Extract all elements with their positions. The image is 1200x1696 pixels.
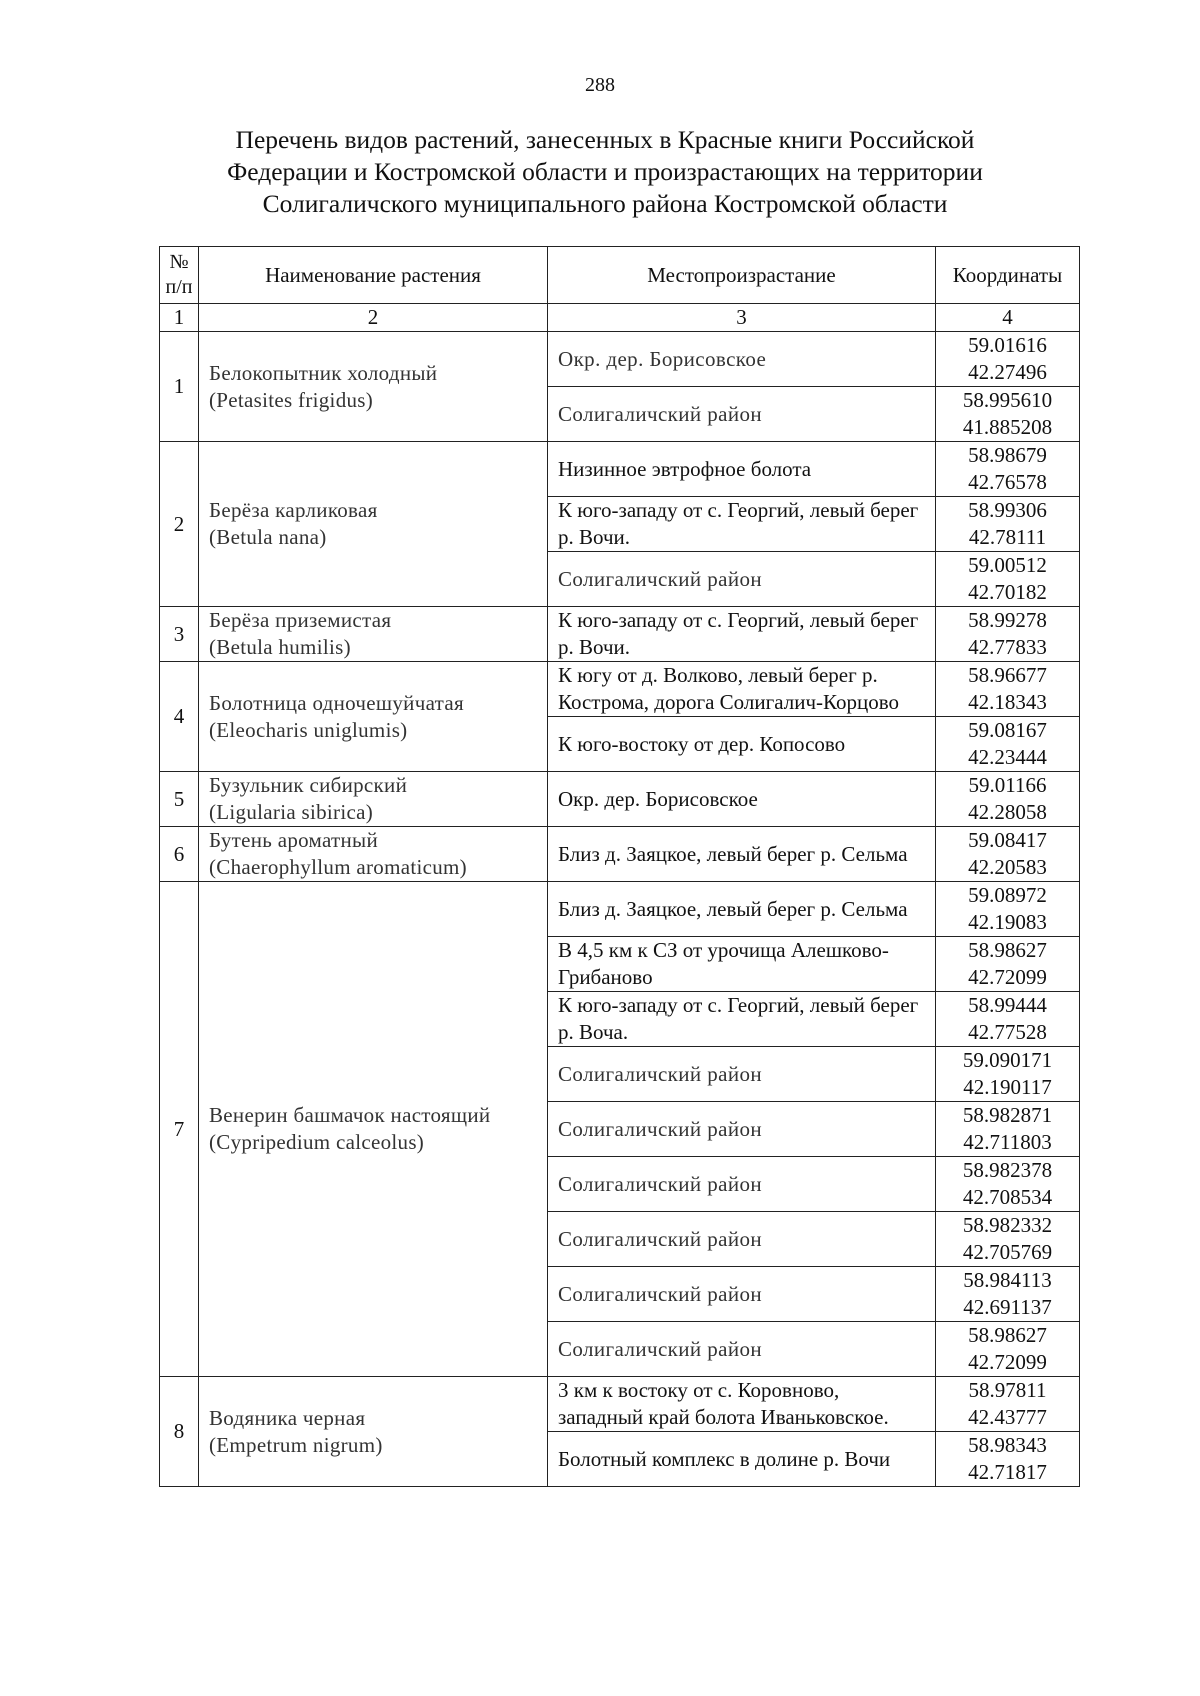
species-name-cell xyxy=(199,607,548,662)
habitat-cell: Окр. дер. Борисовское xyxy=(548,772,936,827)
latitude: 58.99278 xyxy=(968,608,1047,632)
species-name-latin: (Cypripedium calceolus) xyxy=(209,1130,425,1154)
species-name-latin: (Empetrum nigrum) xyxy=(209,1432,383,1457)
coordinates-cell xyxy=(936,1432,1080,1487)
latitude: 58.99444 xyxy=(968,993,1047,1017)
species-number: 1 xyxy=(160,332,199,442)
species-name-ru: Берёза карликовая xyxy=(209,498,378,522)
table-row xyxy=(160,1377,1080,1432)
header-coordinates: Координаты xyxy=(936,247,1080,304)
latitude: 58.98679 xyxy=(968,443,1047,467)
header-plant-name: Наименование растения xyxy=(199,247,548,304)
coordinates-cell xyxy=(936,992,1080,1047)
habitat-cell: Болотный комплекс в долине р. Вочи xyxy=(548,1432,936,1487)
longitude: 42.71817 xyxy=(968,1460,1047,1484)
longitude: 42.711803 xyxy=(963,1130,1052,1154)
column-index: 2 xyxy=(199,304,548,332)
coordinates-cell xyxy=(936,1157,1080,1212)
longitude: 42.23444 xyxy=(968,745,1047,769)
longitude: 42.18343 xyxy=(968,690,1047,714)
habitat-cell: Близ д. Заяцкое, левый берег р. Сельма xyxy=(548,882,936,937)
latitude: 58.96677 xyxy=(968,663,1047,687)
habitat-cell: Солигаличский район xyxy=(548,552,936,607)
coordinates-cell xyxy=(936,772,1080,827)
coordinates-cell xyxy=(936,1377,1080,1432)
coordinates-cell xyxy=(936,1212,1080,1267)
longitude: 42.190117 xyxy=(963,1075,1052,1099)
title-line: Солигаличского муниципального района Костромской области xyxy=(262,189,948,218)
species-name-latin: (Ligularia sibirica) xyxy=(209,800,374,824)
habitat-cell: Солигаличский район xyxy=(548,1267,936,1322)
coordinates-cell xyxy=(936,1322,1080,1377)
coordinates-cell xyxy=(936,717,1080,772)
habitat-cell: Солигаличский район xyxy=(548,1212,936,1267)
latitude: 58.984113 xyxy=(963,1268,1052,1292)
latitude: 59.08417 xyxy=(968,828,1047,852)
table-row xyxy=(160,662,1080,717)
table-row xyxy=(160,882,1080,937)
species-name-cell xyxy=(199,1377,548,1487)
longitude: 42.76578 xyxy=(968,470,1047,494)
coordinates-cell xyxy=(936,387,1080,442)
longitude: 41.885208 xyxy=(962,415,1053,439)
habitat-cell: В 4,5 км к СЗ от урочища Алешково-Грибаново xyxy=(548,937,936,992)
table-row xyxy=(160,442,1080,497)
column-index: 3 xyxy=(548,304,936,332)
document-title xyxy=(150,124,1060,220)
coordinates-cell xyxy=(936,882,1080,937)
coordinates-cell xyxy=(936,332,1080,387)
longitude: 42.43777 xyxy=(968,1405,1047,1429)
species-number: 7 xyxy=(160,882,199,1377)
coordinates-cell xyxy=(936,662,1080,717)
habitat-cell: Солигаличский район xyxy=(548,1322,936,1377)
habitat-cell: Низинное эвтрофное болота xyxy=(548,442,936,497)
longitude: 42.77833 xyxy=(968,635,1047,659)
habitat-cell: Близ д. Заяцкое, левый берег р. Сельма xyxy=(548,827,936,882)
habitat-cell: К юго-западу от с. Георгий, левый берег р. Вочи. xyxy=(548,497,936,552)
species-number: 4 xyxy=(160,662,199,772)
species-number: 2 xyxy=(160,442,199,607)
species-name-ru: Бузульник сибирский xyxy=(209,773,408,797)
coordinates-cell xyxy=(936,607,1080,662)
habitat-cell: Солигаличский район xyxy=(548,387,936,442)
habitat-cell: Солигаличский район xyxy=(548,1157,936,1212)
species-number: 6 xyxy=(160,827,199,882)
coordinates-cell xyxy=(936,1102,1080,1157)
habitat-cell: К юго-западу от с. Георгий, левый берег р. Воча. xyxy=(548,992,936,1047)
latitude: 59.01616 xyxy=(968,333,1047,357)
longitude: 42.691137 xyxy=(963,1295,1052,1319)
species-name-latin: (Eleocharis uniglumis) xyxy=(209,717,408,742)
header-number-line2: п/п xyxy=(165,276,193,298)
longitude: 42.705769 xyxy=(962,1240,1053,1264)
species-number: 3 xyxy=(160,607,199,662)
latitude: 58.98627 xyxy=(968,1323,1047,1347)
title-line: Перечень видов растений, занесенных в Красные книги Российской xyxy=(235,125,975,154)
habitat-cell: Окр. дер. Борисовское xyxy=(548,332,936,387)
longitude: 42.27496 xyxy=(968,360,1047,384)
table-row xyxy=(160,772,1080,827)
species-number: 5 xyxy=(160,772,199,827)
column-index: 4 xyxy=(936,304,1080,332)
species-name-latin: (Betula nana) xyxy=(209,525,327,549)
column-index: 1 xyxy=(160,304,199,332)
latitude: 58.995610 xyxy=(962,388,1053,412)
latitude: 58.982378 xyxy=(962,1158,1053,1182)
table-header-row xyxy=(160,247,1080,304)
latitude: 58.99306 xyxy=(968,498,1047,522)
species-name-cell xyxy=(199,332,548,442)
coordinates-cell xyxy=(936,1047,1080,1102)
longitude: 42.28058 xyxy=(968,800,1047,824)
longitude: 42.70182 xyxy=(968,580,1047,604)
coordinates-cell xyxy=(936,442,1080,497)
page-number: 288 xyxy=(585,74,615,96)
habitat-cell: Солигаличский район xyxy=(548,1102,936,1157)
species-name-latin: (Petasites frigidus) xyxy=(209,387,374,412)
latitude: 59.090171 xyxy=(962,1048,1053,1072)
species-name-cell xyxy=(199,827,548,882)
species-name-ru: Венерин башмачок настоящий xyxy=(209,1103,491,1127)
species-name-cell xyxy=(199,882,548,1377)
latitude: 59.00512 xyxy=(968,553,1047,577)
header-number xyxy=(160,247,199,304)
longitude: 42.708534 xyxy=(962,1185,1053,1209)
latitude: 58.98627 xyxy=(968,938,1047,962)
title-line: Федерации и Костромской области и произрастающих на территории xyxy=(227,157,983,186)
latitude: 58.98343 xyxy=(968,1433,1047,1457)
habitat-cell: Солигаличский район xyxy=(548,1047,936,1102)
longitude: 42.78111 xyxy=(968,525,1047,549)
species-name-ru: Берёза приземистая xyxy=(209,608,392,632)
habitat-cell: К юго-востоку от дер. Копосово xyxy=(548,717,936,772)
species-name-cell xyxy=(199,662,548,772)
species-number: 8 xyxy=(160,1377,199,1487)
table-row xyxy=(160,607,1080,662)
table-row xyxy=(160,827,1080,882)
header-number-line1: № xyxy=(169,251,189,273)
longitude: 42.72099 xyxy=(968,965,1047,989)
coordinates-cell xyxy=(936,937,1080,992)
longitude: 42.72099 xyxy=(968,1350,1047,1374)
coordinates-cell xyxy=(936,827,1080,882)
longitude: 42.20583 xyxy=(968,855,1047,879)
latitude: 58.97811 xyxy=(968,1378,1047,1402)
species-name-ru: Болотница одночешуйчатая xyxy=(209,690,464,715)
species-name-cell xyxy=(199,442,548,607)
coordinates-cell xyxy=(936,1267,1080,1322)
species-name-ru: Бутень ароматный xyxy=(209,828,379,852)
species-name-ru: Водяника черная xyxy=(209,1405,366,1430)
column-index-row xyxy=(160,304,1080,332)
habitat-cell: К югу от д. Волково, левый берег р. Кострома, дорога Солигалич-Корцово xyxy=(548,662,936,717)
latitude: 59.08972 xyxy=(968,883,1047,907)
species-name-latin: (Betula humilis) xyxy=(209,635,351,659)
longitude: 42.77528 xyxy=(968,1020,1047,1044)
latitude: 59.01166 xyxy=(968,773,1047,797)
longitude: 42.19083 xyxy=(968,910,1047,934)
latitude: 58.982871 xyxy=(962,1103,1053,1127)
latitude: 58.982332 xyxy=(962,1213,1053,1237)
coordinates-cell xyxy=(936,552,1080,607)
table-row xyxy=(160,332,1080,387)
species-name-latin: (Chaerophyllum aromaticum) xyxy=(209,855,467,879)
habitat-cell: К юго-западу от с. Георгий, левый берег р. Вочи. xyxy=(548,607,936,662)
latitude: 59.08167 xyxy=(968,718,1047,742)
habitat-cell: 3 км к востоку от с. Коровново, западный край болота Иваньковское. xyxy=(548,1377,936,1432)
species-name-cell xyxy=(199,772,548,827)
species-name-ru: Белокопытник холодный xyxy=(209,360,438,385)
header-habitat: Местопроизрастание xyxy=(548,247,936,304)
coordinates-cell xyxy=(936,497,1080,552)
species-table xyxy=(159,246,1080,1487)
